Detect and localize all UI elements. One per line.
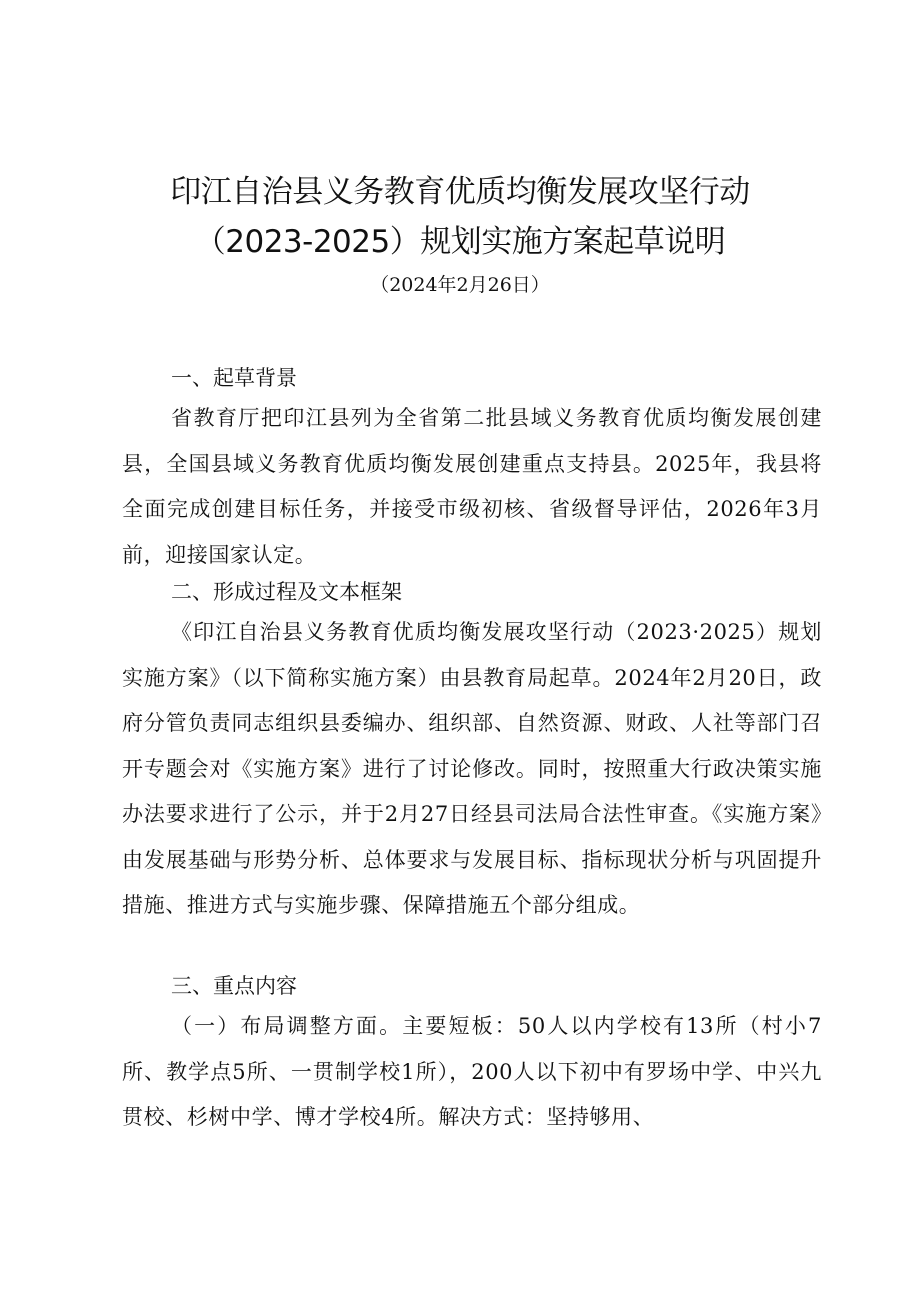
section-paragraph-background: 省教育厅把印江县列为全省第二批县域义务教育优质均衡发展创建县，全国县域义务教育优质均衡发展创建重点支持县。2025年，我县将全面完成创建目标任务，并接受市级初核、省级督导评估，2026年3月前，迎接国家认定。 [122,406,822,567]
section-heading-key-content: 三、重点内容 [171,974,297,998]
document-title-line-1: 印江自治县义务教育优质均衡发展攻坚行动 [170,174,750,210]
document-date: （2024年2月26日） [370,274,550,296]
section-heading-background: 一、起草背景 [171,366,297,390]
document-title-line-2: （2023-2025）规划实施方案起草说明 [194,224,726,260]
section-paragraph-process: 《印江自治县义务教育优质均衡发展攻坚行动（2023·2025）规划实施方案》（以下简称实施方案）由县教育局起草。2024年2月20日，政府分管负责同志组织县委编办、组织部、自然资源、财政、人社等部门召开专题会对《实施方案》进行了讨论修改。同时，按照重大行政决策实施办法要求进行了公示，并于2月27日经县司法局合法性审查。《实施方案》由发展基础与形势分析、总体要求与发展目标、指标现状分析与巩固提升措施、推进方式与实施步骤、保障措施五个部分组成。 [122,620,822,917]
section-paragraph-key-content: （一）布局调整方面。主要短板：50人以内学校有13所（村小7所、教学点5所、一贯制学校1所），200人以下初中有罗场中学、中兴九贯校、杉树中学、博才学校4所。解决方式：坚持够用、 [122,1014,822,1129]
section-heading-process: 二、形成过程及文本框架 [171,580,402,604]
